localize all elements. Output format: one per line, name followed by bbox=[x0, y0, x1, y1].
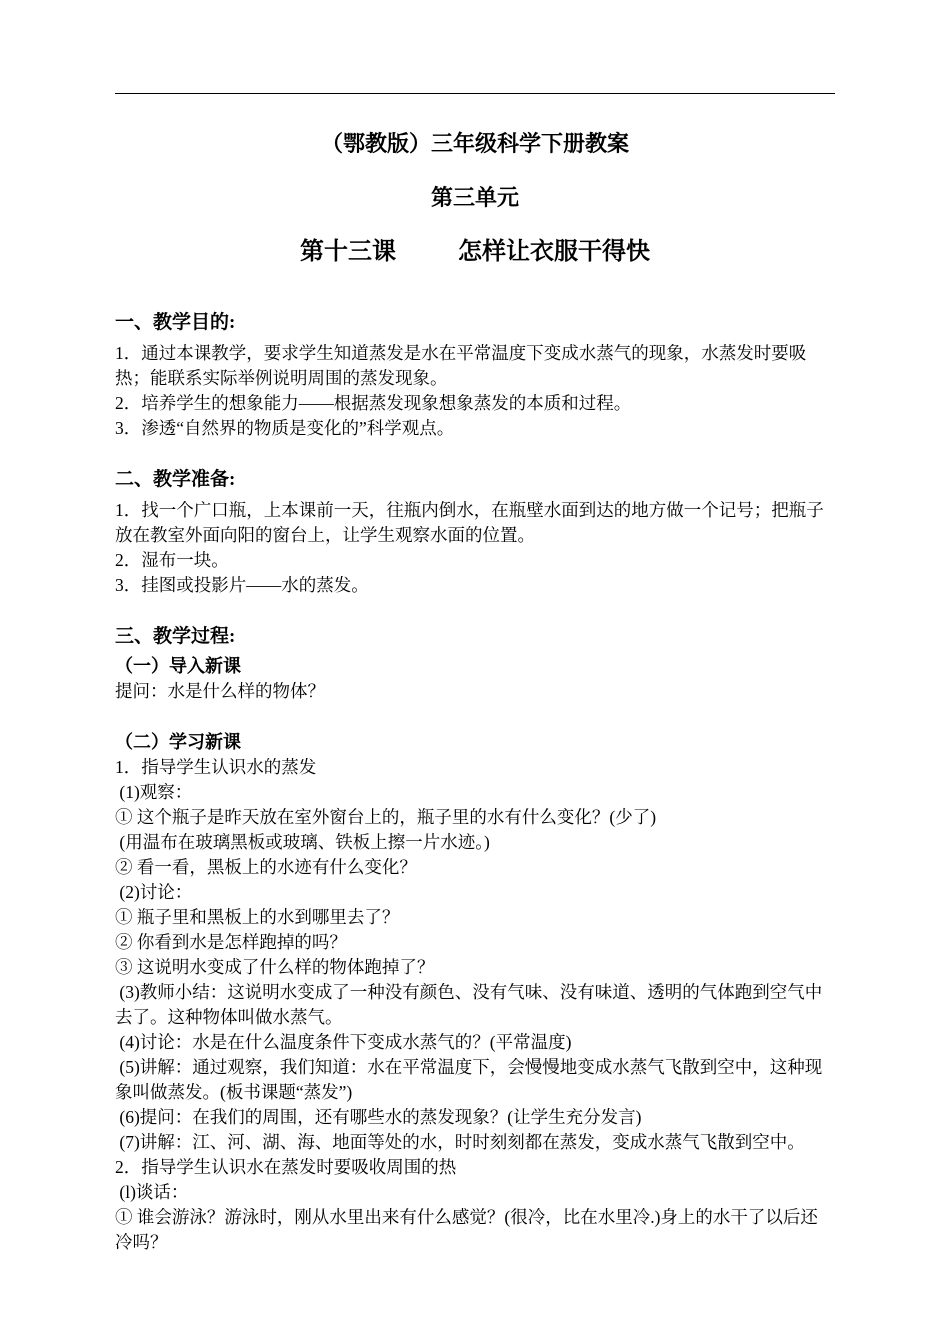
process-step: (7)讲解：江、河、湖、海、地面等处的水，时时刻刻都在蒸发，变成水蒸气飞散到空中。 bbox=[115, 1132, 805, 1153]
prep-paragraph-2: 2．湿布一块。 bbox=[115, 549, 229, 570]
goals-paragraph-2: 2．培养学生的想象能力——根据蒸发现象想象蒸发的本质和过程。 bbox=[115, 393, 632, 414]
process-step: 2．指导学生认识水在蒸发时要吸收周围的热 bbox=[115, 1157, 457, 1178]
process-part1-heading: （一）导入新课 bbox=[115, 656, 241, 677]
prep-paragraph-3: 3．挂图或投影片——水的蒸发。 bbox=[115, 574, 369, 595]
prep-paragraph-1: 1．找一个广口瓶，上本课前一天，往瓶内倒水，在瓶壁水面到达的地方做一个记号；把瓶子放在教室外面向阳的窗台上，让学生观察水面的位置。 bbox=[115, 499, 824, 545]
process-step: ③ 这说明水变成了什么样的物体跑掉了？ bbox=[115, 957, 435, 978]
section-heading-goals: 一、教学目的: bbox=[115, 312, 236, 334]
process-part2-heading: （二）学习新课 bbox=[115, 732, 241, 753]
process-step: (l)谈话： bbox=[115, 1182, 189, 1203]
process-step: (用温布在玻璃黑板或玻璃、铁板上擦一片水迹。) bbox=[115, 832, 490, 853]
lesson-name: 怎样让衣服干得快 bbox=[458, 239, 650, 266]
process-step: (1)观察： bbox=[115, 782, 193, 803]
process-step: 1．指导学生认识水的蒸发 bbox=[115, 757, 317, 778]
section-heading-prep: 二、教学准备: bbox=[115, 469, 236, 491]
process-part1-paragraph: 提问：水是什么样的物体？ bbox=[115, 681, 325, 702]
process-step: (2)讨论： bbox=[115, 882, 193, 903]
process-step: (6)提问：在我们的周围，还有哪些水的蒸发现象？(让学生充分发言) bbox=[115, 1107, 642, 1128]
process-step: ② 看一看，黑板上的水迹有什么变化？ bbox=[115, 857, 417, 878]
lesson-number: 第十三课 bbox=[300, 239, 396, 266]
process-step: (3)教师小结：这说明水变成了一种没有颜色、没有气味、没有味道、透明的气体跑到空气中去了。这种物体叫做水蒸气。 bbox=[115, 982, 823, 1028]
unit-title: 第三单元 bbox=[430, 184, 519, 210]
document-title: （鄂教版）三年级科学下册教案 bbox=[320, 131, 629, 156]
goals-paragraph-1: 1．通过本课教学，要求学生知道蒸发是水在平常温度下变成水蒸气的现象，水蒸发时要吸热；能联系实际举例说明周围的蒸发现象。 bbox=[115, 343, 807, 389]
goals-paragraph-3: 3．渗透“自然界的物质是变化的”科学观点。 bbox=[115, 418, 455, 439]
process-step: ① 瓶子里和黑板上的水到哪里去了？ bbox=[115, 907, 400, 928]
header-rule bbox=[115, 93, 835, 94]
process-step: (4)讨论：水是在什么温度条件下变成水蒸气的？(平常温度) bbox=[115, 1032, 572, 1053]
process-step: ② 你看到水是怎样跑掉的吗？ bbox=[115, 932, 347, 953]
blank-line bbox=[115, 704, 835, 730]
section-heading-process: 三、教学过程: bbox=[115, 625, 236, 647]
process-step: ① 这个瓶子是昨天放在室外窗台上的，瓶子里的水有什么变化？(少了) bbox=[115, 807, 657, 828]
process-step: ① 谁会游泳？游泳时，刚从水里出来有什么感觉？(很冷，比在水里冷.)身上的水干了以后还冷吗？ bbox=[115, 1207, 818, 1253]
process-step: (5)讲解：通过观察，我们知道：水在平常温度下，会慢慢地变成水蒸气飞散到空中，这种现象叫做蒸发。(板书课题“蒸发”) bbox=[115, 1057, 823, 1103]
lesson-title bbox=[115, 237, 835, 268]
